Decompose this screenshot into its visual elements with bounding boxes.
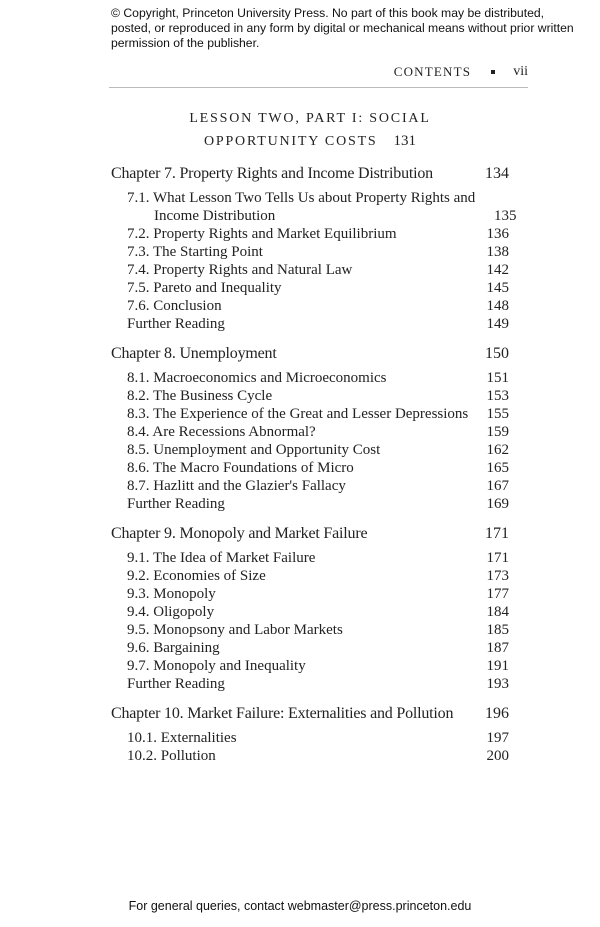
section-page: 151 <box>486 370 509 386</box>
toc-section-entry[interactable] <box>111 675 509 693</box>
section-page: 197 <box>486 730 509 746</box>
running-head <box>111 64 528 84</box>
toc-chapter-entry[interactable] <box>111 702 509 726</box>
section-title: 10.2. Pollution <box>127 748 216 764</box>
section-title: 10.1. Externalities <box>127 730 237 746</box>
section-title: 9.4. Oligopoly <box>127 604 215 620</box>
toc-section-entry[interactable] <box>111 477 509 495</box>
toc-section-entry[interactable] <box>111 459 509 477</box>
section-title: Further Reading <box>127 676 225 692</box>
section-page: 135 <box>494 208 517 224</box>
section-title: 9.5. Monopsony and Labor Markets <box>127 622 343 638</box>
table-of-contents <box>111 162 517 765</box>
section-title: 9.6. Bargaining <box>127 640 220 656</box>
chapter-title: Chapter 10. Market Failure: Externalities and Pollution <box>111 705 454 722</box>
section-page: 155 <box>486 406 509 422</box>
toc-section-entry[interactable] <box>111 621 509 639</box>
toc-chapter-entry[interactable] <box>111 162 509 186</box>
section-title: 9.2. Economies of Size <box>127 568 266 584</box>
part-title-line2: OPPORTUNITY COSTS <box>203 134 378 149</box>
toc-section-entry[interactable] <box>111 639 509 657</box>
section-page: 149 <box>486 316 509 332</box>
section-page: 191 <box>486 658 509 674</box>
toc-section-entry[interactable] <box>111 747 509 765</box>
section-title: 8.6. The Macro Foundations of Micro <box>127 460 354 476</box>
chapter-page: 150 <box>485 345 509 362</box>
toc-chapter-entry[interactable] <box>111 342 509 366</box>
toc-section-entry[interactable] <box>111 567 509 585</box>
toc-section-entry[interactable] <box>111 261 509 279</box>
chapter-page: 134 <box>485 165 509 182</box>
section-page: 159 <box>486 424 509 440</box>
section-page: 171 <box>486 550 509 566</box>
section-title: 7.6. Conclusion <box>127 298 222 314</box>
toc-section-entry[interactable] <box>111 297 509 315</box>
toc-section-entry[interactable] <box>111 585 509 603</box>
section-title: 7.3. The Starting Point <box>127 244 263 260</box>
section-page: 145 <box>486 280 509 296</box>
toc-section-entry[interactable] <box>111 369 509 387</box>
toc-section-entry[interactable] <box>111 189 517 225</box>
section-page: 185 <box>486 622 509 638</box>
section-page: 142 <box>486 262 509 278</box>
section-title: 9.1. The Idea of Market Failure <box>127 550 316 566</box>
section-page: 136 <box>486 226 509 242</box>
toc-section-entry[interactable] <box>111 387 509 405</box>
section-title: 9.7. Monopoly and Inequality <box>127 658 306 674</box>
section-page: 200 <box>486 748 509 764</box>
section-page: 173 <box>486 568 509 584</box>
toc-section-entry[interactable] <box>111 657 509 675</box>
chapter-title: Chapter 7. Property Rights and Income Distribution <box>111 165 433 182</box>
chapter-page: 196 <box>485 705 509 722</box>
section-title: 8.7. Hazlitt and the Glazier's Fallacy <box>127 478 346 494</box>
toc-section-entry[interactable] <box>111 225 509 243</box>
section-page: 187 <box>486 640 509 656</box>
section-page: 138 <box>486 244 509 260</box>
toc-section-entry[interactable] <box>111 603 509 621</box>
section-page: 169 <box>486 496 509 512</box>
section-page: 184 <box>486 604 509 620</box>
toc-section-entry[interactable] <box>111 423 509 441</box>
footer-contact: For general queries, contact webmaster@press.princeton.edu <box>128 899 472 913</box>
section-title: 8.3. The Experience of the Great and Lesser Depressions <box>127 406 469 422</box>
section-title: Further Reading <box>127 496 225 512</box>
toc-section-entry[interactable] <box>111 441 509 459</box>
toc-section-entry[interactable] <box>111 243 509 261</box>
copyright-notice: © Copyright, Princeton University Press. No part of this book may be distributed, posted, or reproduced in any form by digital or mechanical means without prior written permission of the publisher. <box>111 6 574 50</box>
section-title: 7.5. Pareto and Inequality <box>127 280 282 296</box>
part-page: 131 <box>393 133 417 149</box>
toc-section-entry[interactable] <box>111 279 509 297</box>
section-title: 7.4. Property Rights and Natural Law <box>127 262 353 278</box>
chapter-title: Chapter 9. Monopoly and Market Failure <box>111 525 368 542</box>
section-page: 153 <box>486 388 509 404</box>
toc-section-entry[interactable] <box>111 405 509 423</box>
section-title: 8.5. Unemployment and Opportunity Cost <box>127 442 381 458</box>
section-title: 8.4. Are Recessions Abnormal? <box>127 424 316 440</box>
toc-section-entry[interactable] <box>111 729 509 747</box>
section-page: 193 <box>486 676 509 692</box>
part-heading <box>111 108 509 153</box>
running-head-page: vii <box>513 64 528 79</box>
section-title: 8.1. Macroeconomics and Microeconomics <box>127 370 387 386</box>
bullet-icon <box>491 70 495 74</box>
header-rule <box>109 87 528 88</box>
section-page: 167 <box>486 478 509 494</box>
chapter-title: Chapter 8. Unemployment <box>111 345 277 362</box>
toc-section-entry[interactable] <box>111 315 509 333</box>
section-title: Further Reading <box>127 316 225 332</box>
section-title: 9.3. Monopoly <box>127 586 216 602</box>
section-page: 165 <box>486 460 509 476</box>
running-head-title: CONTENTS <box>393 64 472 79</box>
section-page: 148 <box>486 298 509 314</box>
toc-section-entry[interactable] <box>111 495 509 513</box>
toc-section-entry[interactable] <box>111 549 509 567</box>
section-title: 7.1. What Lesson Two Tells Us about Property Rights and Income Distribution <box>127 190 476 224</box>
section-title: 7.2. Property Rights and Market Equilibrium <box>127 226 397 242</box>
chapter-page: 171 <box>485 525 509 542</box>
part-title-line1: LESSON TWO, PART I: SOCIAL <box>189 111 431 126</box>
toc-chapter-entry[interactable] <box>111 522 509 546</box>
section-page: 162 <box>486 442 509 458</box>
section-title: 8.2. The Business Cycle <box>127 388 273 404</box>
section-page: 177 <box>486 586 509 602</box>
